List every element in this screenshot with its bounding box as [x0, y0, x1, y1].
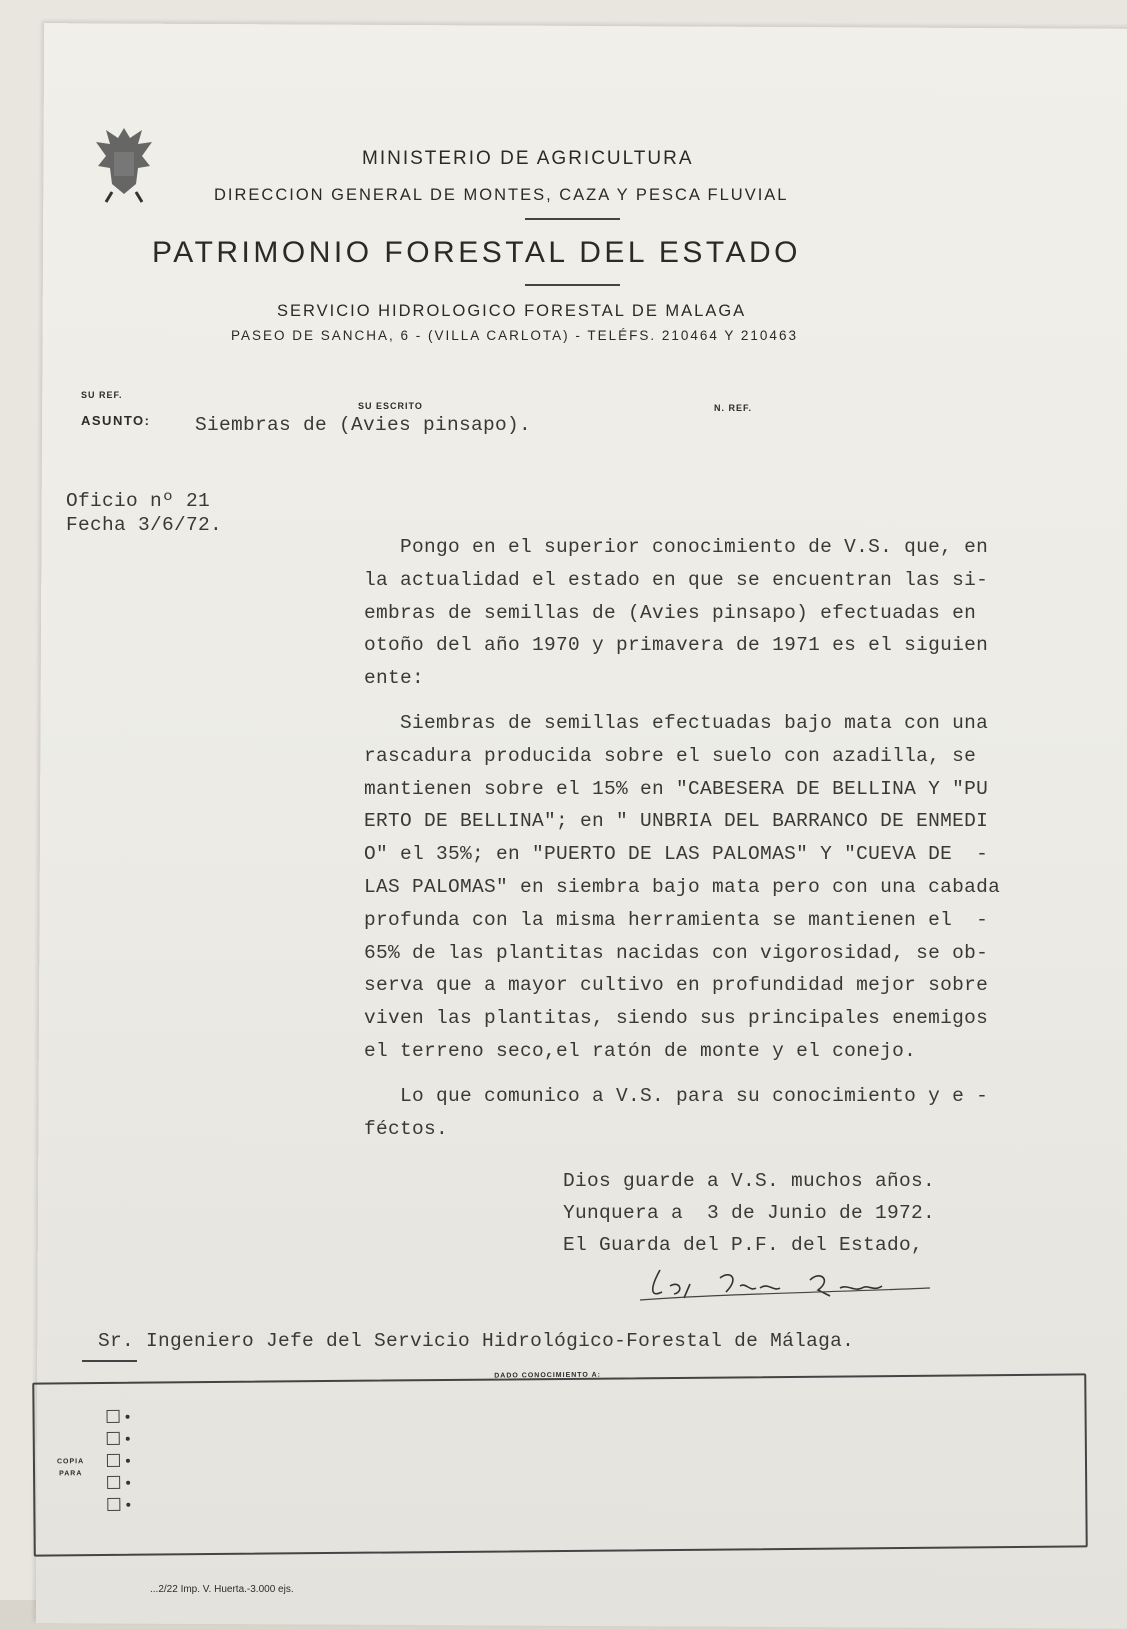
body-line: viven las plantitas, siendo sus principales enemigos — [364, 1007, 989, 1030]
body-line: la actualidad el estado en que se encuentran las si- — [364, 568, 989, 591]
copy-checkbox-row[interactable] — [106, 1408, 129, 1430]
coat-of-arms-icon — [92, 122, 156, 206]
n-ref-label: N. REF. — [714, 403, 753, 413]
body-line: ente: — [364, 667, 425, 690]
oficio-number: Oficio nº 21 — [66, 490, 211, 512]
body-line: Pongo en el superior conocimiento de V.S. que, en — [364, 536, 989, 558]
closing-line: Dios guarde a V.S. muchos años. — [563, 1170, 936, 1192]
su-escrito-label: SU ESCRITO — [358, 401, 423, 411]
checkbox-icon[interactable] — [107, 1410, 120, 1423]
oficio-date: Fecha 3/6/72. — [66, 514, 223, 536]
body-line: embras de semillas de (Avies pinsapo) efectuadas en — [364, 601, 977, 624]
body-line: LAS PALOMAS" en siembra bajo mata pero con una cabada — [364, 876, 1001, 898]
body-line: Lo que comunico a V.S. para su conocimiento y e - — [364, 1084, 989, 1107]
body-line: serva que a mayor cultivo en profundidad mejor sobre — [364, 974, 989, 997]
closing-line: El Guarda del P.F. del Estado, — [563, 1234, 924, 1256]
body-line: el terreno seco,el ratón de monte y el conejo. — [364, 1040, 917, 1062]
bullet-icon — [126, 1503, 130, 1507]
closing-line: Yunquera a 3 de Junio de 1972. — [563, 1202, 936, 1224]
body-line: mantienen sobre el 15% en "CABESERA DE BELLINA Y "PU — [364, 777, 989, 800]
body-line: profunda con la misma herramienta se mantienen el - — [364, 908, 989, 931]
divider — [525, 284, 620, 286]
printer-footer: ...2/22 Imp. V. Huerta.-3.000 ejs. — [150, 1584, 294, 1595]
body-line: Siembras de semillas efectuadas bajo mata con una — [364, 712, 989, 734]
bullet-icon — [126, 1459, 130, 1463]
para-label: PARA — [59, 1470, 83, 1478]
checkbox-icon[interactable] — [107, 1476, 120, 1489]
asunto-label: ASUNTO: — [81, 413, 151, 428]
body-line: O" el 35%; en "PUERTO DE LAS PALOMAS" Y "CUEVA DE - — [364, 843, 989, 866]
asunto-value: Siembras de (Avies pinsapo). — [195, 414, 532, 436]
body-line: otoño del año 1970 y primavera de 1971 es el siguien — [364, 634, 989, 657]
body-line: ERTO DE BELLINA"; en " UNBRIA DEL BARRANCO DE ENMEDI — [364, 810, 989, 833]
divider — [525, 218, 620, 220]
service-heading: SERVICIO HIDROLOGICO FORESTAL DE MALAGA — [277, 302, 747, 320]
addressee-line: Sr. Ingeniero Jefe del Servicio Hidrológico-Forestal de Málaga. — [98, 1330, 855, 1352]
copy-checkbox-row[interactable] — [107, 1452, 130, 1474]
copy-checkbox-row[interactable] — [107, 1430, 130, 1452]
bullet-icon — [126, 1481, 130, 1485]
address-line: PASEO DE SANCHA, 6 - (VILLA CARLOTA) - TELÉFS. 210464 Y 210463 — [231, 328, 798, 343]
copy-box — [32, 1373, 1087, 1556]
su-ref-label: SU REF. — [81, 390, 123, 400]
body-line: 65% de las plantitas nacidas con vigorosidad, se ob- — [364, 941, 989, 964]
body-line: féctos. — [364, 1117, 449, 1140]
checkbox-icon[interactable] — [107, 1454, 120, 1467]
checkbox-icon[interactable] — [107, 1432, 120, 1445]
divider — [82, 1360, 137, 1362]
ministry-heading: MINISTERIO DE AGRICULTURA — [362, 148, 694, 169]
copy-checkbox-row[interactable] — [107, 1474, 130, 1496]
org-heading: PATRIMONIO FORESTAL DEL ESTADO — [152, 236, 801, 269]
checkbox-icon[interactable] — [107, 1498, 120, 1511]
copy-checkbox-row[interactable] — [107, 1496, 130, 1518]
bullet-icon — [126, 1415, 130, 1419]
body-line: rascadura producida sobre el suelo con azadilla, se — [364, 744, 977, 767]
signature — [640, 1258, 940, 1318]
copia-label: COPIA — [56, 1458, 85, 1466]
bullet-icon — [126, 1437, 130, 1441]
direction-heading: DIRECCION GENERAL DE MONTES, CAZA Y PESCA FLUVIAL — [214, 186, 789, 204]
copy-box-title: DADO CONOCIMIENTO A: — [494, 1371, 601, 1380]
